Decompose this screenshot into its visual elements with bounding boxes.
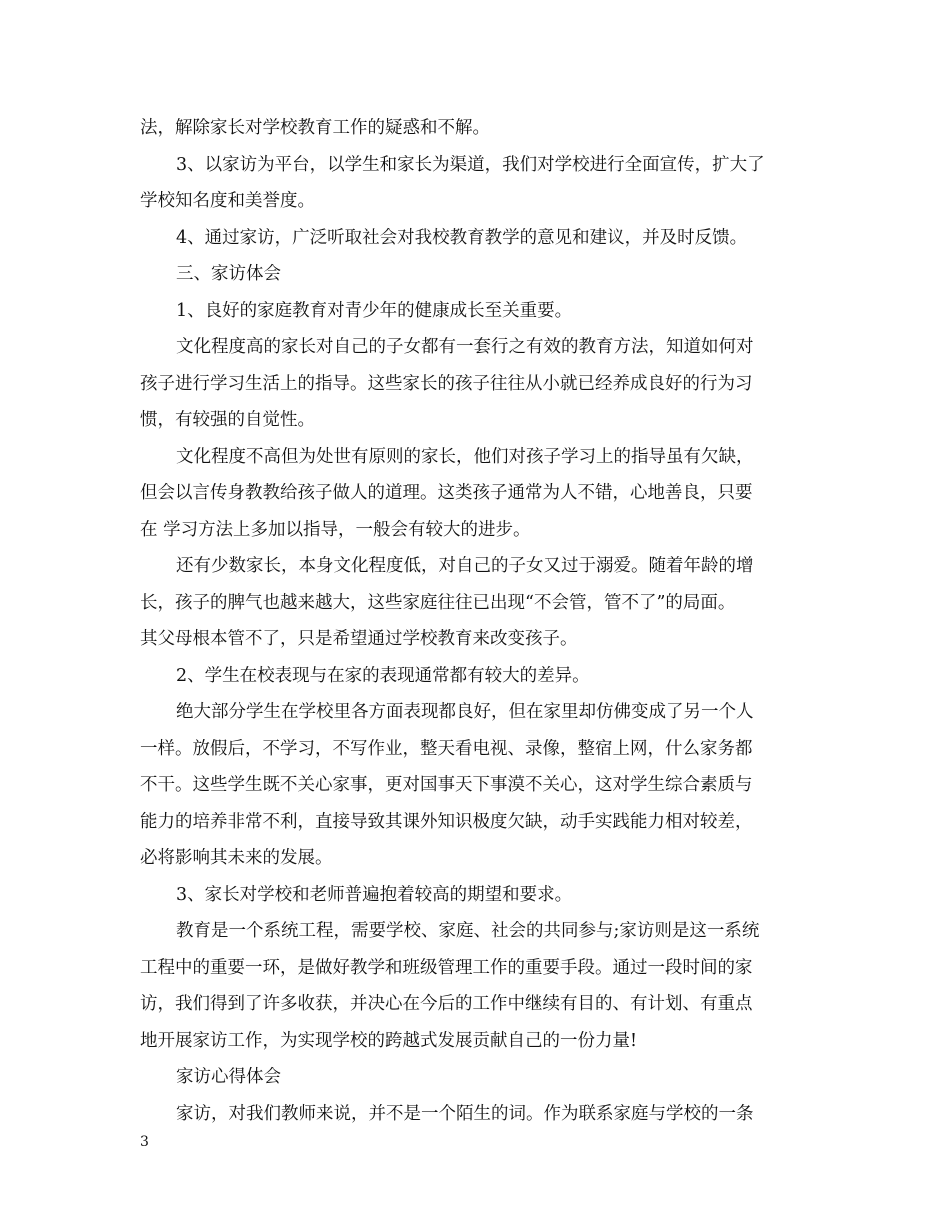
text-line: 1、良好的家庭教育对青少年的健康成长至关重要。 xyxy=(176,300,573,321)
text-line: 绝大部分学生在学校里各方面表现都良好，但在家里却仿佛变成了另一个人 xyxy=(176,702,754,722)
text-line: 工程中的重要一环，是做好教学和班级管理工作的重要手段。通过一段时间的家 xyxy=(140,957,753,978)
text-line: 学校知名度和美誉度。 xyxy=(140,191,315,211)
text-line: 访，我们得到了许多收获，并决心在今后的工作中继续有目的、有计划、有重点 xyxy=(140,994,753,1014)
text-line: 惯，有较强的自觉性。 xyxy=(140,410,315,430)
text-line: 不干。这些学生既不关心家事，更对国事天下事漠不关心，这对学生综合素质与 xyxy=(140,775,753,795)
text-line: 4、通过家访，广泛听取社会对我校教育教学的意见和建议，并及时反馈。 xyxy=(176,227,748,248)
text-line: 地开展家访工作，为实现学校的跨越式发展贡献自己的一份力量! xyxy=(140,1030,638,1051)
text-line: 教育是一个系统工程，需要学校、家庭、社会的共同参与;家访则是这一系统 xyxy=(176,921,760,941)
text-line: 长，孩子的脾气也越来越大，这些家庭往往已出现“不会管，管不了”的局面。 xyxy=(140,592,736,613)
text-line: 三、家访体会 xyxy=(176,264,281,284)
text-line: 3、以家访为平台，以学生和家长为渠道，我们对学校进行全面宣传，扩大了 xyxy=(176,154,765,175)
text-line: 必将影响其未来的发展。 xyxy=(140,848,333,868)
text-line: 一样。放假后，不学习，不写作业，整天看电视、录像，整宿上网，什么家务都 xyxy=(140,738,753,759)
text-line: 孩子进行学习生活上的指导。这些家长的孩子往往从小就已经养成良好的行为习 xyxy=(140,373,753,394)
page-number: 3 xyxy=(140,1134,149,1150)
text-line: 家访，对我们教师来说，并不是一个陌生的词。作为联系家庭与学校的一条 xyxy=(176,1103,754,1124)
text-line: 能力的培养非常不利，直接导致其课外知识极度欠缺，动手实践能力相对较差， xyxy=(140,811,753,832)
text-line: 还有少数家长，本身文化程度低，对自己的子女又过于溺爱。随着年龄的增 xyxy=(176,556,754,576)
text-line: 但会以言传身教教给孩子做人的道理。这类孩子通常为人不错，心地善良，只要 xyxy=(140,483,753,503)
text-line: 文化程度不高但为处世有原则的家长，他们对孩子学习上的指导虽有欠缺， xyxy=(176,446,754,467)
text-line: 家访心得体会 xyxy=(176,1067,281,1087)
text-line: 3、家长对学校和老师普遍抱着较高的期望和要求。 xyxy=(176,884,573,905)
text-line: 在 学习方法上多加以指导，一般会有较大的进步。 xyxy=(140,519,531,540)
text-line: 2、学生在校表现与在家的表现通常都有较大的差异。 xyxy=(176,665,590,686)
text-line: 文化程度高的家长对自己的子女都有一套行之有效的教育方法，知道如何对 xyxy=(176,337,754,357)
body-text xyxy=(140,110,812,1132)
text-line: 其父母根本管不了，只是希望通过学校教育来改变孩子。 xyxy=(140,629,578,649)
text-line: 法，解除家长对学校教育工作的疑惑和不解。 xyxy=(140,118,490,138)
